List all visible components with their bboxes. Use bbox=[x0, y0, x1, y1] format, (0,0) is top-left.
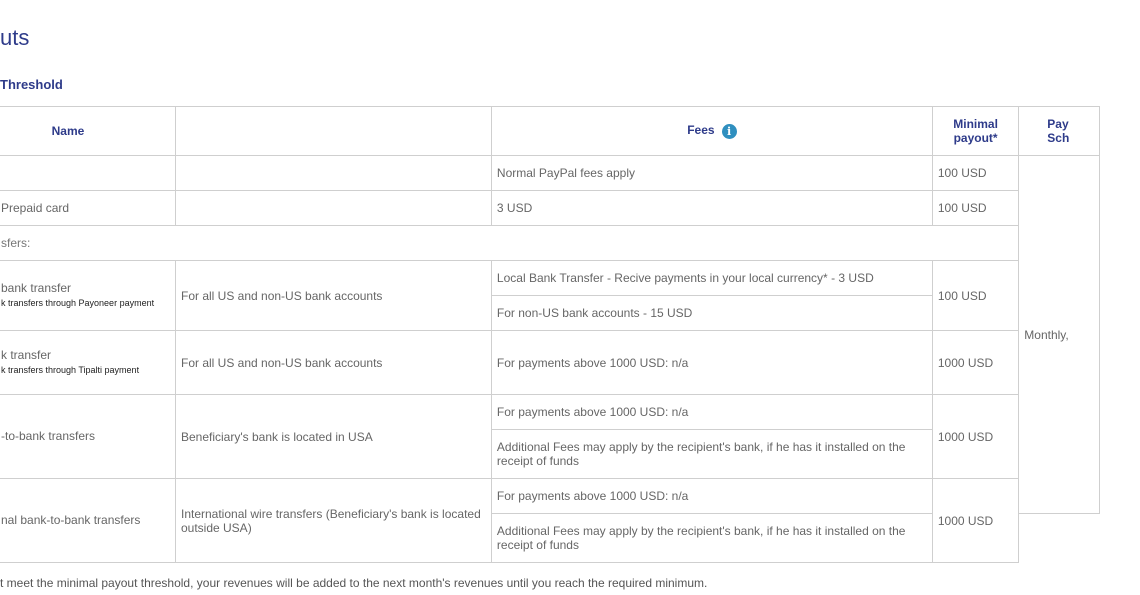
cell-fee: For payments above 1000 USD: n/a bbox=[491, 395, 932, 430]
row-name-label: nal bank-to-bank transfers bbox=[1, 513, 141, 527]
cell-name bbox=[0, 331, 175, 395]
table-row bbox=[0, 156, 1100, 191]
table-row bbox=[0, 331, 1100, 395]
table-row bbox=[0, 261, 1100, 296]
header-minimal-payout-label: Minimal payout* bbox=[953, 117, 998, 145]
cell-fee: Additional Fees may apply by the recipient's bank, if he has it installed on the receipt of funds bbox=[491, 430, 932, 479]
payout-methods-table bbox=[0, 106, 1100, 563]
cell-min-payout: 1000 USD bbox=[932, 395, 1018, 479]
cell-name bbox=[0, 479, 175, 563]
cell-description: For all US and non-US bank accounts bbox=[175, 261, 491, 331]
table-row bbox=[0, 395, 1100, 430]
cell-schedule: Monthly, bbox=[1019, 156, 1100, 514]
cell-description: Beneficiary's bank is located in USA bbox=[175, 395, 491, 479]
row-name-label: -to-bank transfers bbox=[1, 429, 96, 443]
cell-description: For all US and non-US bank accounts bbox=[175, 331, 491, 395]
cell-fee: Local Bank Transfer - Recive payments in your local currency* - 3 USD bbox=[491, 261, 932, 296]
header-fees bbox=[491, 107, 932, 156]
header-schedule-label: Pay Sch bbox=[1047, 117, 1070, 145]
cell-fee: Normal PayPal fees apply bbox=[491, 156, 932, 191]
row-name-label: Prepaid card bbox=[1, 200, 70, 215]
cell-fee: For non-US bank accounts - 15 USD bbox=[491, 296, 932, 331]
header-schedule bbox=[1019, 107, 1100, 156]
header-name: Name bbox=[0, 107, 175, 156]
footnote: t meet the minimal payout threshold, your revenues will be added to the next month's revenues until you reach the required minimum. bbox=[0, 576, 708, 590]
row-name-sublabel: k transfers through Tipalti payment bbox=[1, 365, 140, 375]
cell-name bbox=[0, 395, 175, 479]
page-title: uts bbox=[0, 25, 30, 50]
cell-min-payout: 1000 USD bbox=[932, 331, 1018, 395]
cell-name bbox=[0, 261, 175, 331]
cell-min-payout: 100 USD bbox=[932, 191, 1018, 226]
cell-description: International wire transfers (Beneficiary's bank is located outside USA) bbox=[175, 479, 491, 563]
section-label-text: sfers: bbox=[1, 236, 31, 250]
row-name-sublabel: k transfers through Payoneer payment bbox=[1, 298, 155, 308]
cell-min-payout: 100 USD bbox=[932, 156, 1018, 191]
cell-min-payout: 100 USD bbox=[932, 261, 1018, 331]
header-fees-label: Fees bbox=[687, 123, 715, 138]
cell-fee: Additional Fees may apply by the recipient's bank, if he has it installed on the receipt of funds bbox=[491, 514, 932, 563]
cell-min-payout: 1000 USD bbox=[932, 479, 1018, 563]
section-row bbox=[0, 226, 1100, 261]
section-subtitle: Threshold bbox=[0, 77, 63, 92]
table-row bbox=[0, 191, 1100, 226]
cell-description bbox=[175, 191, 491, 226]
table-row bbox=[0, 479, 1100, 514]
header-minimal-payout bbox=[932, 107, 1018, 156]
cell-fee: 3 USD bbox=[491, 191, 932, 226]
cell-description bbox=[175, 156, 491, 191]
cell-fee: For payments above 1000 USD: n/a bbox=[491, 331, 932, 395]
row-name-label: k transfer bbox=[1, 348, 52, 362]
cell-fee: For payments above 1000 USD: n/a bbox=[491, 479, 932, 514]
cell-name bbox=[0, 191, 175, 226]
section-label bbox=[0, 226, 1019, 261]
info-icon[interactable]: i bbox=[722, 124, 737, 139]
cell-name bbox=[0, 156, 175, 191]
row-name-label: bank transfer bbox=[1, 281, 72, 295]
header-description bbox=[175, 107, 491, 156]
table-header-row bbox=[0, 107, 1100, 156]
